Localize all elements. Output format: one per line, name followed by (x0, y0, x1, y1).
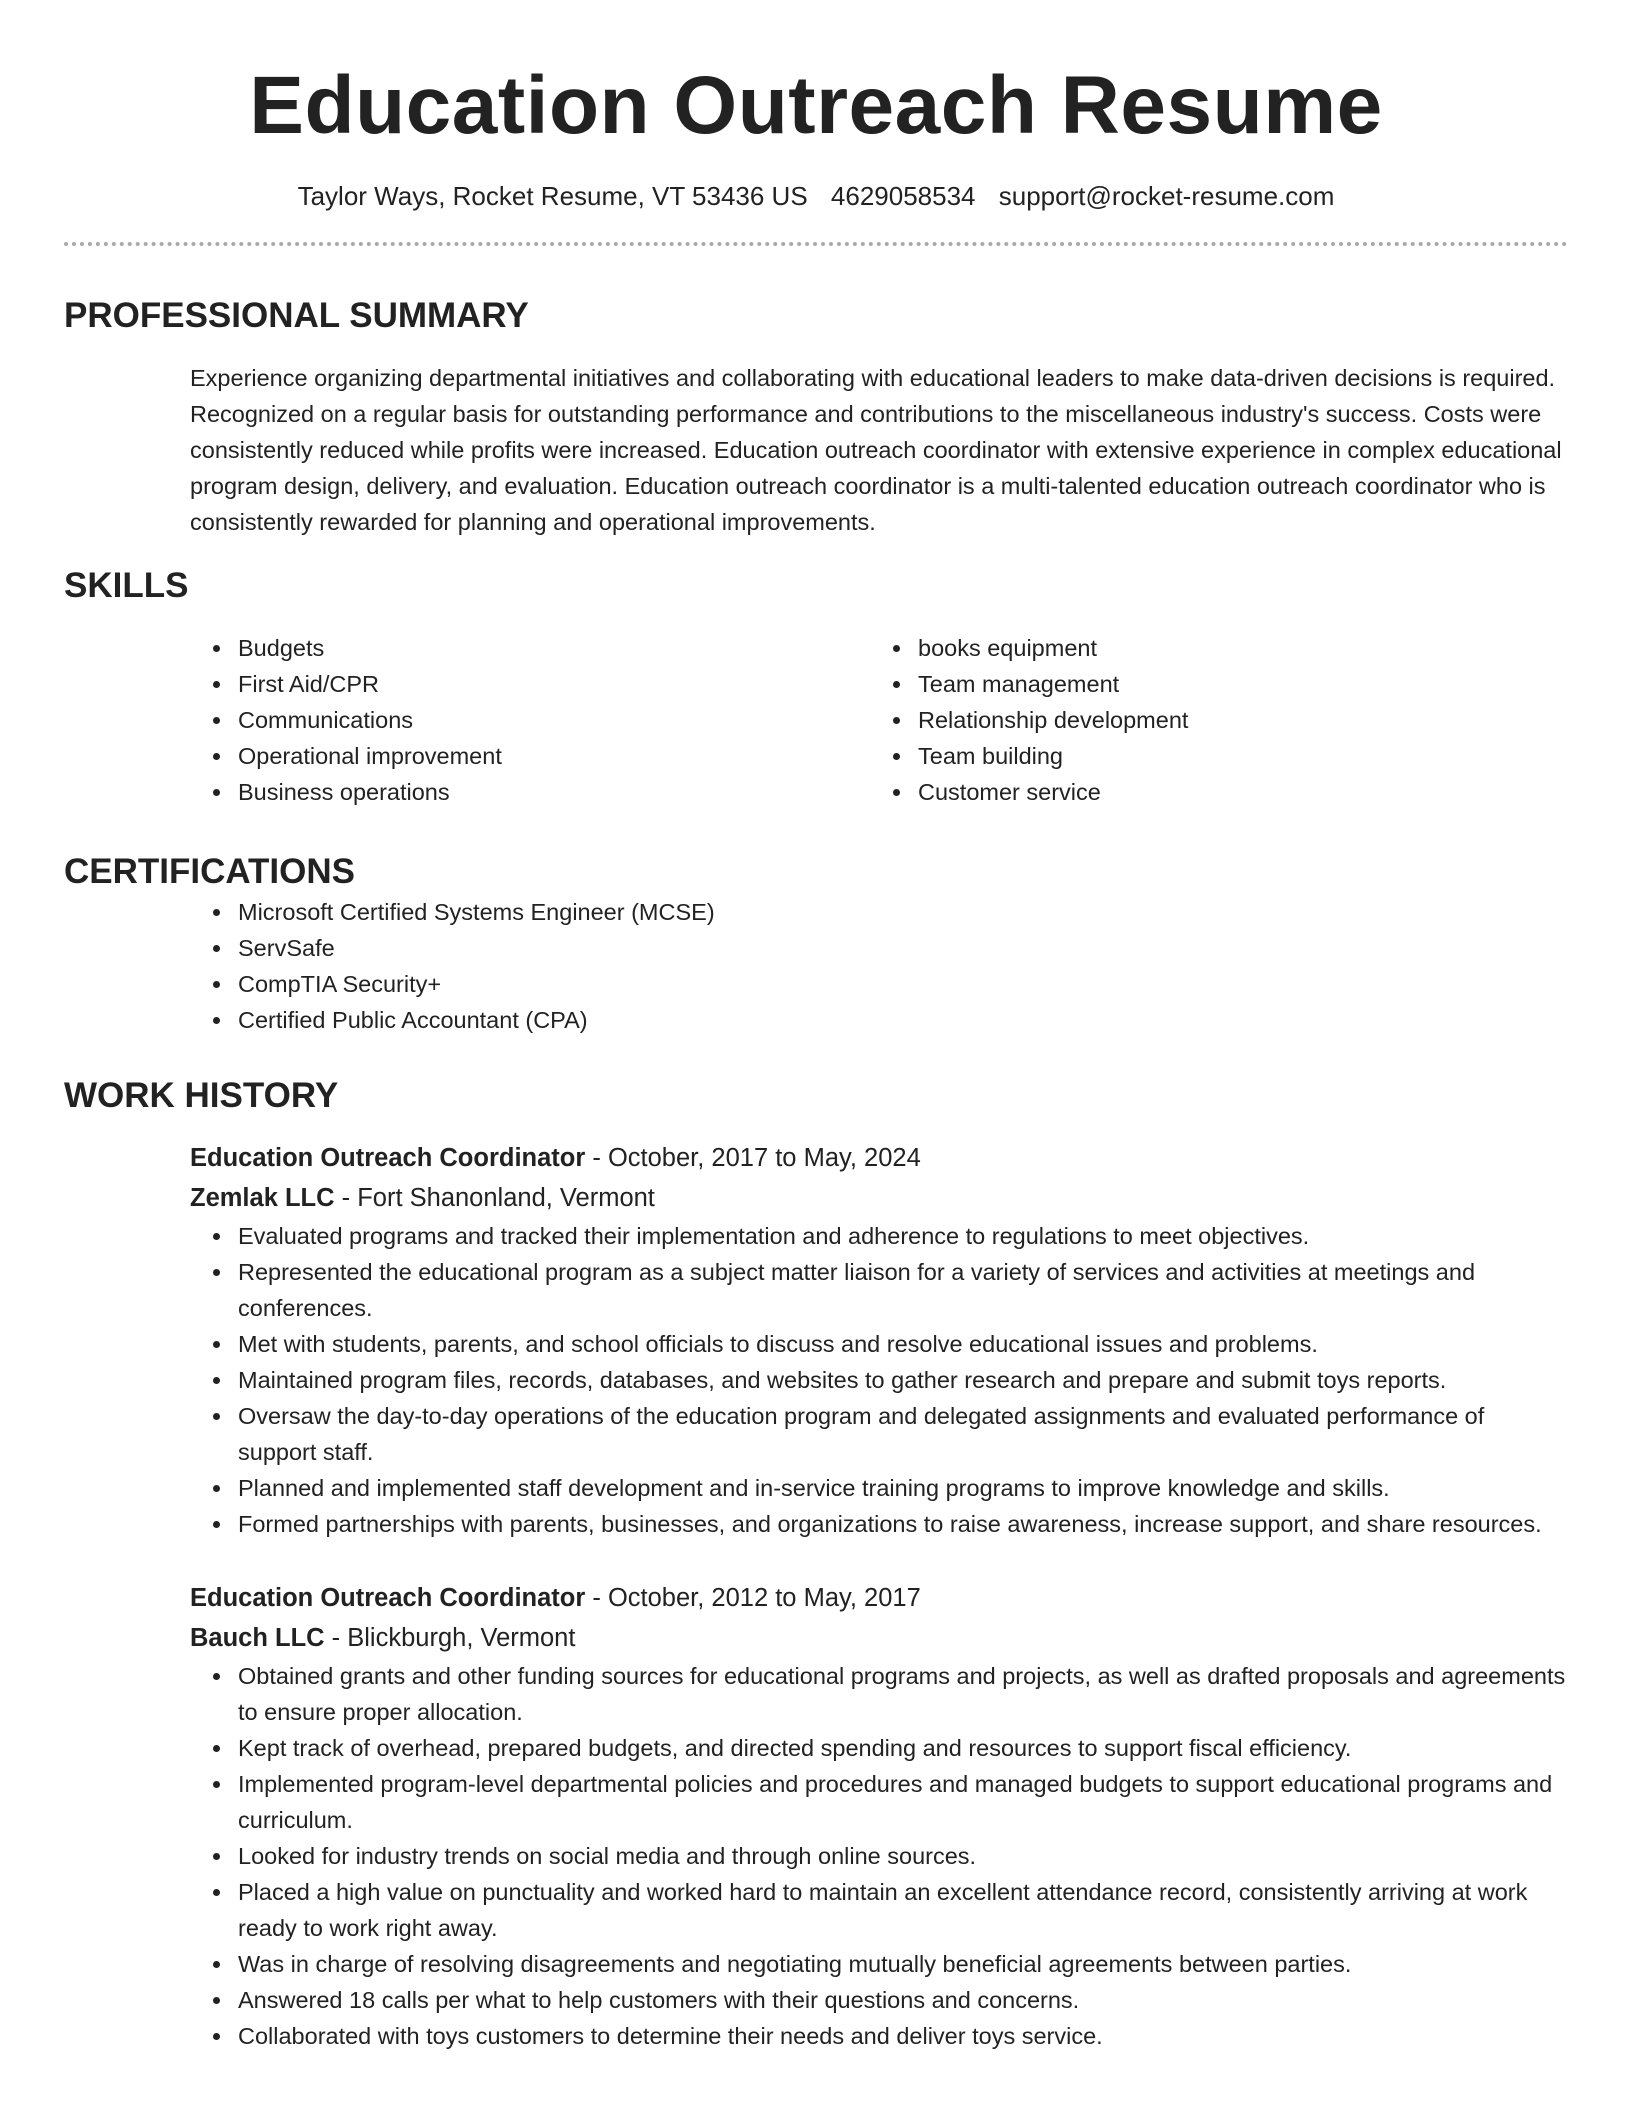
certification-item: • Microsoft Certified Systems Engineer (MCSE) (234, 894, 1568, 930)
job-duty-item: • Formed partnerships with parents, businesses, and organizations to raise awareness, increase support, and share resources. (234, 1506, 1568, 1542)
certification-item: • CompTIA Security+ (234, 966, 1568, 1002)
job-title-line (190, 1138, 1568, 1178)
job-dates: - October, 2017 to May, 2024 (585, 1144, 921, 1172)
job-duties-list (190, 1218, 1568, 1542)
summary-heading: PROFESSIONAL SUMMARY (64, 296, 529, 335)
certification-item: • ServSafe (234, 930, 1568, 966)
skill-item: • Relationship development (914, 702, 1188, 738)
resume-page (64, 0, 1568, 2054)
skills-column-left (64, 630, 744, 810)
job-entry (190, 1578, 1568, 2054)
job-duty-item: • Looked for industry trends on social media and through online sources. (234, 1838, 1568, 1874)
job-title: Education Outreach Coordinator (190, 1144, 586, 1172)
skills-column-right (744, 630, 1188, 810)
job-dates: - October, 2012 to May, 2017 (585, 1584, 921, 1612)
skill-item: • Communications (234, 702, 744, 738)
job-duty-item: • Planned and implemented staff development and in-service training programs to improve knowledge and skills. (234, 1470, 1568, 1506)
job-duty-item: • Was in charge of resolving disagreements and negotiating mutually beneficial agreements between parties. (234, 1946, 1568, 1982)
job-duty-item: • Implemented program-level departmental policies and procedures and managed budgets to support educational programs and curriculum. (234, 1766, 1568, 1838)
contact-address: Taylor Ways, Rocket Resume, VT 53436 US (297, 181, 808, 211)
contact-line (64, 178, 1568, 214)
job-duty-item: • Oversaw the day-to-day operations of the education program and delegated assignments and evaluated performance of support staff. (234, 1398, 1568, 1470)
job-duties-list (190, 1658, 1568, 2054)
job-company-line (190, 1618, 1568, 1658)
job-duty-item: • Collaborated with toys customers to determine their needs and deliver toys service. (234, 2018, 1568, 2054)
skill-item: • Operational improvement (234, 738, 744, 774)
skill-item: • First Aid/CPR (234, 666, 744, 702)
job-duty-item: • Maintained program files, records, databases, and websites to gather research and prepare and submit toys reports. (234, 1362, 1568, 1398)
skill-item: • Customer service (914, 774, 1188, 810)
skill-item: • Team management (914, 666, 1188, 702)
job-title: Education Outreach Coordinator (190, 1584, 586, 1612)
resume-title: Education Outreach Resume (249, 60, 1383, 151)
summary-text: Experience organizing departmental initiatives and collaborating with educational leaders to make data-driven decisions is required. Recognized on a regular basis for outstanding performance and contributions to the miscellaneous industry's success. Costs were consistently reduced while profits were increased. Education outreach coordinator with extensive experience in complex educational program design, delivery, and evaluation. Education outreach coordinator is a multi-talented education outreach coordinator who is consistently rewarded for planning and operational improvements. (190, 365, 1562, 535)
header-divider (64, 242, 1568, 246)
job-title-line (190, 1578, 1568, 1618)
skill-item: • Team building (914, 738, 1188, 774)
job-entry (190, 1138, 1568, 1542)
job-location: - Blickburgh, Vermont (324, 1624, 576, 1652)
work-history-heading: WORK HISTORY (64, 1076, 339, 1115)
job-duty-item: • Represented the educational program as a subject matter liaison for a variety of services and activities at meetings and conferences. (234, 1254, 1568, 1326)
job-duty-item: • Obtained grants and other funding sources for educational programs and projects, as well as drafted proposals and agreements to ensure proper allocation. (234, 1658, 1568, 1730)
certifications-list (64, 894, 1568, 1038)
skill-item: • Budgets (234, 630, 744, 666)
job-duty-item: • Answered 18 calls per what to help customers with their questions and concerns. (234, 1982, 1568, 2018)
certifications-heading: CERTIFICATIONS (64, 852, 356, 891)
skills-heading: SKILLS (64, 566, 189, 605)
job-duty-item: • Kept track of overhead, prepared budgets, and directed spending and resources to support fiscal efficiency. (234, 1730, 1568, 1766)
job-duty-item: • Placed a high value on punctuality and worked hard to maintain an excellent attendance record, consistently arriving at work ready to work right away. (234, 1874, 1568, 1946)
contact-phone: 4629058534 (830, 181, 976, 211)
skill-item: • Business operations (234, 774, 744, 810)
skill-item: • books equipment (914, 630, 1188, 666)
job-location: - Fort Shanonland, Vermont (334, 1184, 655, 1212)
job-company: Zemlak LLC (190, 1184, 335, 1212)
job-company: Bauch LLC (190, 1624, 325, 1652)
certification-item: • Certified Public Accountant (CPA) (234, 1002, 1568, 1038)
job-duty-item: • Evaluated programs and tracked their implementation and adherence to regulations to meet objectives. (234, 1218, 1568, 1254)
job-company-line (190, 1178, 1568, 1218)
job-duty-item: • Met with students, parents, and school officials to discuss and resolve educational issues and problems. (234, 1326, 1568, 1362)
skills-list (64, 630, 1568, 810)
contact-email: support@rocket-resume.com (998, 181, 1335, 211)
